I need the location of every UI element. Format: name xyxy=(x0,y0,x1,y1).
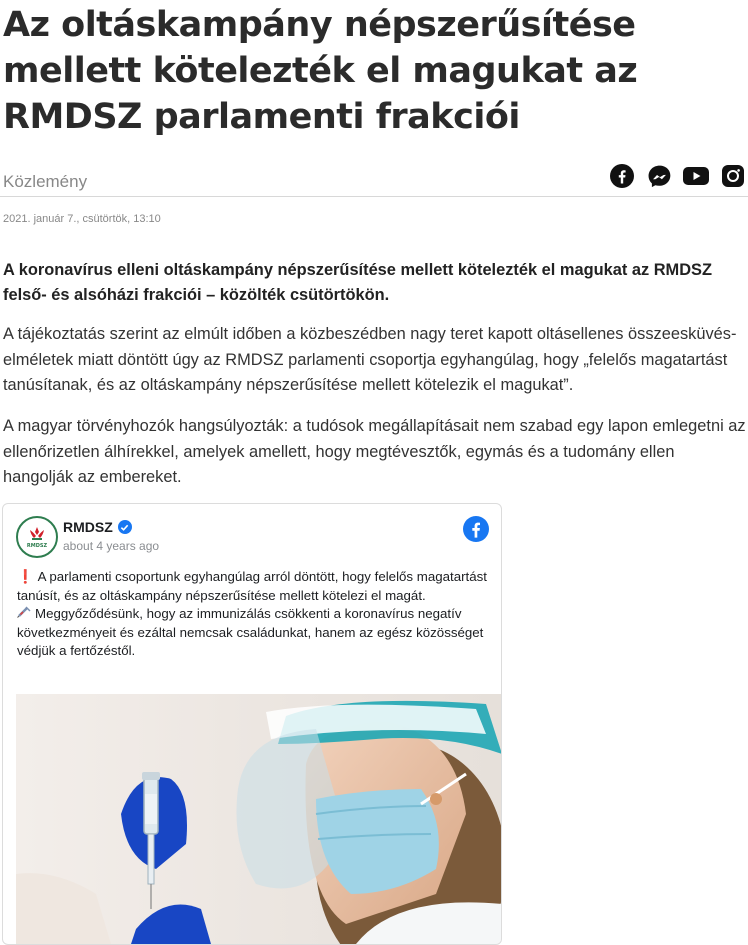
facebook-logo-icon[interactable] xyxy=(463,516,489,546)
article-date: 2021. január 7., csütörtök, 13:10 xyxy=(3,213,161,225)
verified-badge-icon xyxy=(118,520,132,534)
post-line xyxy=(17,605,492,661)
exclamation-icon: ❗ xyxy=(17,569,34,584)
avatar[interactable] xyxy=(16,516,58,558)
facebook-embed[interactable] xyxy=(2,503,502,945)
article-lead: A koronavírus elleni oltáskampány népszerűsítése mellett kötelezték el magukat az RMDSZ felső- és alsóházi frakciói – közölték csütörtökön. xyxy=(3,261,712,304)
article-title: Az oltáskampány népszerűsítése mellett kötelezték el magukat az RMDSZ parlamenti frakciói xyxy=(3,5,638,137)
article-category[interactable]: Közlemény xyxy=(3,172,88,191)
facebook-icon[interactable] xyxy=(609,163,635,189)
social-links xyxy=(609,163,746,189)
nurse-with-vaccine-image xyxy=(16,694,502,944)
post-line-1: A parlamenti csoportunk egyhangúlag arról döntött, hogy felelős magatartást tanúsít, és az oltáskampány népszerűsítése mellett kötelezi el magát. xyxy=(17,569,487,603)
post-text xyxy=(17,568,492,661)
syringe-icon xyxy=(17,605,31,624)
article-container xyxy=(0,0,748,140)
youtube-icon[interactable] xyxy=(683,163,709,189)
instagram-icon[interactable] xyxy=(720,163,746,189)
post-line xyxy=(17,568,492,605)
tulip-logo-icon xyxy=(27,526,47,542)
article-paragraph: A tájékoztatás szerint az elmúlt időben a közbeszédben nagy teret kapott oltásellenes összeesküvés-elméletek miatt döntött úgy az RMDSZ parlamenti csoportja egyhangúlag, hogy „felelős magatartást tanúsítanak, és az oltáskampány népszerűsítése mellett kötelezik el magukat”. xyxy=(3,325,737,394)
messenger-icon[interactable] xyxy=(646,163,672,189)
article-paragraph: A magyar törvényhozók hangsúlyozták: a tudósok megállapításait nem szabad egy lapon emlegetni az ellenőrizetlen álhírekkel, amelyek amellett, hogy megtévesztők, egymás és a tudomány ellen hangolják az embereket. xyxy=(3,417,746,486)
avatar-label: RMDSZ xyxy=(26,542,48,549)
page-name-label: RMDSZ xyxy=(63,519,113,535)
post-line-2: Meggyőződésünk, hogy az immunizálás csökkenti a koronavírus negatív következményeit és ezáltal nemcsak családunkat, hanem az egész közösséget védjük a fertőzéstől. xyxy=(17,606,484,658)
article-meta-row xyxy=(0,160,748,197)
post-image[interactable] xyxy=(16,694,502,944)
post-time[interactable]: about 4 years ago xyxy=(63,539,160,553)
page-name[interactable] xyxy=(63,519,132,535)
